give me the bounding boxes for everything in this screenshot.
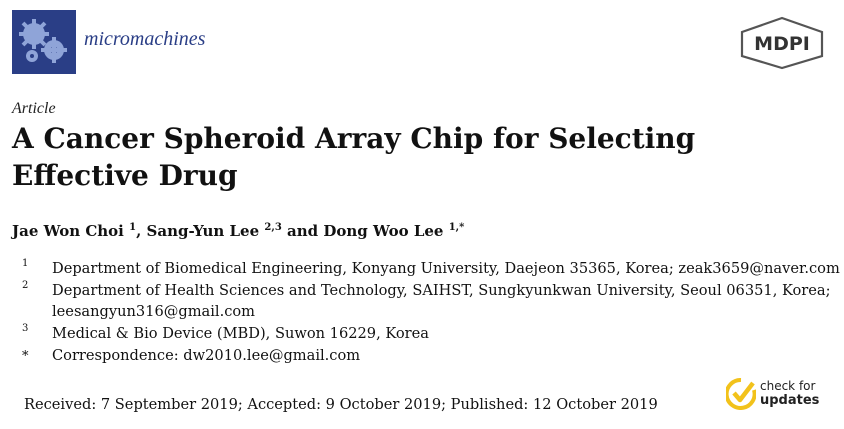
author-2: Sang-Yun Lee bbox=[146, 222, 260, 240]
affiliation-mark: 1 bbox=[22, 258, 29, 269]
article-title bbox=[12, 120, 732, 194]
author-list bbox=[12, 222, 464, 240]
title-line-1: A Cancer Spheroid Array Chip for Selecting bbox=[12, 122, 696, 155]
svg-text:MDPI: MDPI bbox=[754, 33, 810, 55]
correspondence-text: Correspondence: dw2010.lee@gmail.com bbox=[52, 347, 361, 364]
affiliation-text: Medical & Bio Device (MBD), Suwon 16229, Korea bbox=[52, 325, 429, 342]
author-2-affiliation: 2,3 bbox=[264, 222, 282, 233]
checkmark-icon bbox=[726, 378, 756, 410]
article-type: Article bbox=[12, 100, 56, 117]
journal-name: micromachines bbox=[84, 28, 206, 50]
mdpi-logo bbox=[738, 16, 826, 70]
affiliation-mark: 2 bbox=[22, 280, 29, 291]
author-1-affiliation: 1 bbox=[129, 222, 137, 233]
author-1: Jae Won Choi bbox=[12, 222, 124, 240]
author-separator: , bbox=[136, 222, 147, 240]
publication-dates: Received: 7 September 2019; Accepted: 9 October 2019; Published: 12 October 2019 bbox=[24, 396, 658, 413]
affiliation-text: Department of Biomedical Engineering, Konyang University, Daejeon 35365, Korea; zeak3659@naver.com bbox=[52, 260, 840, 277]
correspondence-mark: * bbox=[22, 349, 29, 364]
author-3-affiliation: 1,* bbox=[448, 222, 465, 233]
author-separator: and bbox=[281, 222, 324, 240]
affiliation-text: Department of Health Sciences and Technology, SAIHST, Sungkyunkwan University, Seoul 06351, Korea; bbox=[52, 282, 831, 299]
check-for-label: check for bbox=[760, 379, 816, 393]
updates-label: updates bbox=[760, 393, 820, 408]
title-line-2: Effective Drug bbox=[12, 159, 238, 192]
author-3: Dong Woo Lee bbox=[323, 222, 444, 240]
affiliation-mark: 3 bbox=[22, 323, 29, 334]
gears-icon bbox=[12, 10, 76, 74]
affiliation-email: leesangyun316@gmail.com bbox=[52, 303, 256, 320]
check-for-updates-button[interactable] bbox=[726, 376, 830, 416]
